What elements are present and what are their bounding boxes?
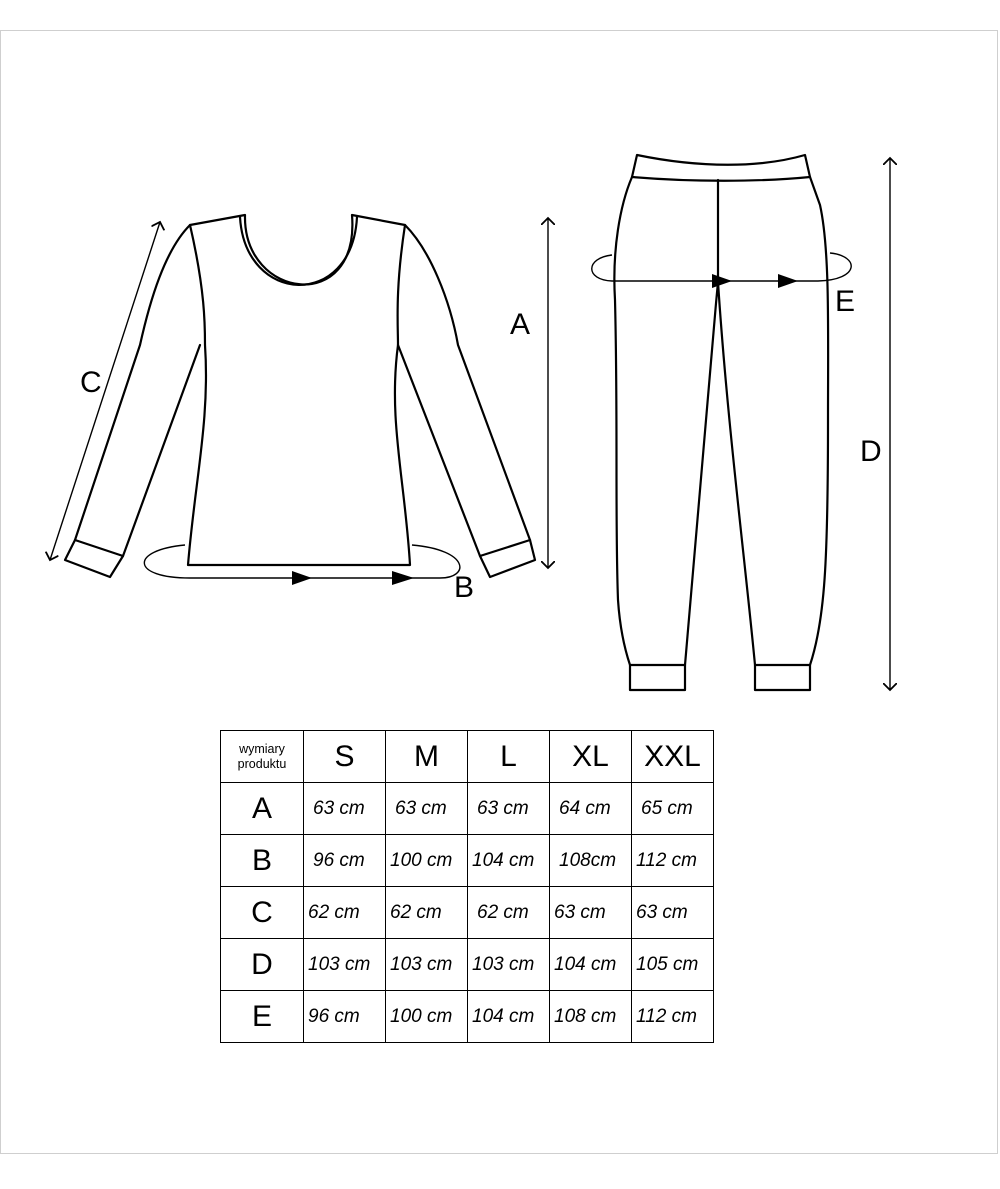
dimension-a-label: A [510, 308, 531, 341]
shirt-right-sleeve [398, 225, 530, 556]
size-table [220, 730, 714, 1043]
shirt-dimensions [50, 218, 548, 585]
table-row-d [221, 939, 714, 991]
table-row-c [221, 887, 714, 939]
row-label: A [221, 783, 304, 835]
size-header-m: M [386, 731, 468, 783]
size-header-xl: XL [550, 731, 632, 783]
table-cell: 103 cm [468, 939, 550, 991]
dimension-e-arrowhead [712, 274, 732, 288]
table-cell: 105 cm [632, 939, 714, 991]
row-label: C [221, 887, 304, 939]
table-cell: 63 cm [304, 783, 386, 835]
pants-waistband [632, 155, 810, 181]
size-header-xxl: XXL [632, 731, 714, 783]
dimension-b-loop [144, 545, 459, 578]
table-cell: 104 cm [468, 835, 550, 887]
row-label: B [221, 835, 304, 887]
table-cell: 104 cm [550, 939, 632, 991]
pants-left-cuff [630, 665, 685, 690]
shirt-body-outline [188, 215, 410, 565]
shirt-collar-band [240, 217, 357, 285]
table-cell: 63 cm [550, 887, 632, 939]
table-cell: 112 cm [632, 991, 714, 1043]
table-cell: 100 cm [386, 991, 468, 1043]
size-header-l: L [468, 731, 550, 783]
dimension-b-arrowhead [292, 571, 312, 585]
corner-label-line2: produktu [237, 756, 287, 771]
size-header-s: S [304, 731, 386, 783]
dimension-d-label: D [860, 435, 882, 468]
table-cell: 96 cm [304, 991, 386, 1043]
table-cell: 64 cm [550, 783, 632, 835]
corner-label-line1: wymiary [239, 742, 285, 757]
dimension-e-loop [592, 253, 851, 281]
pants-dimensions [592, 158, 890, 690]
table-cell: 65 cm [632, 783, 714, 835]
dimension-c-line [50, 222, 160, 560]
table-cell: 62 cm [304, 887, 386, 939]
table-cell: 62 cm [386, 887, 468, 939]
dimension-b-arrowhead [392, 571, 414, 585]
table-cell: 108cm [550, 835, 632, 887]
table-row-a [221, 783, 714, 835]
table-cell: 100 cm [386, 835, 468, 887]
table-cell: 103 cm [386, 939, 468, 991]
pants-outline [614, 177, 828, 665]
table-cell: 104 cm [468, 991, 550, 1043]
table-cell: 112 cm [632, 835, 714, 887]
shirt-drawing [65, 215, 535, 577]
table-cell: 63 cm [468, 783, 550, 835]
pants-drawing [614, 155, 828, 690]
row-label: E [221, 991, 304, 1043]
table-cell: 103 cm [304, 939, 386, 991]
table-cell: 63 cm [386, 783, 468, 835]
table-row-b [221, 835, 714, 887]
dimension-e-arrowhead [778, 274, 798, 288]
table-cell: 62 cm [468, 887, 550, 939]
dimension-b-label: B [454, 571, 475, 604]
dimension-c-label: C [80, 366, 102, 399]
table-cell: 108 cm [550, 991, 632, 1043]
dimension-e-label: E [835, 285, 856, 318]
row-label: D [221, 939, 304, 991]
pants-right-cuff [755, 665, 810, 690]
table-cell: 63 cm [632, 887, 714, 939]
shirt-right-cuff [480, 540, 535, 577]
table-row-e [221, 991, 714, 1043]
table-corner-cell [221, 731, 304, 783]
table-cell: 96 cm [304, 835, 386, 887]
size-header-row [221, 731, 714, 783]
